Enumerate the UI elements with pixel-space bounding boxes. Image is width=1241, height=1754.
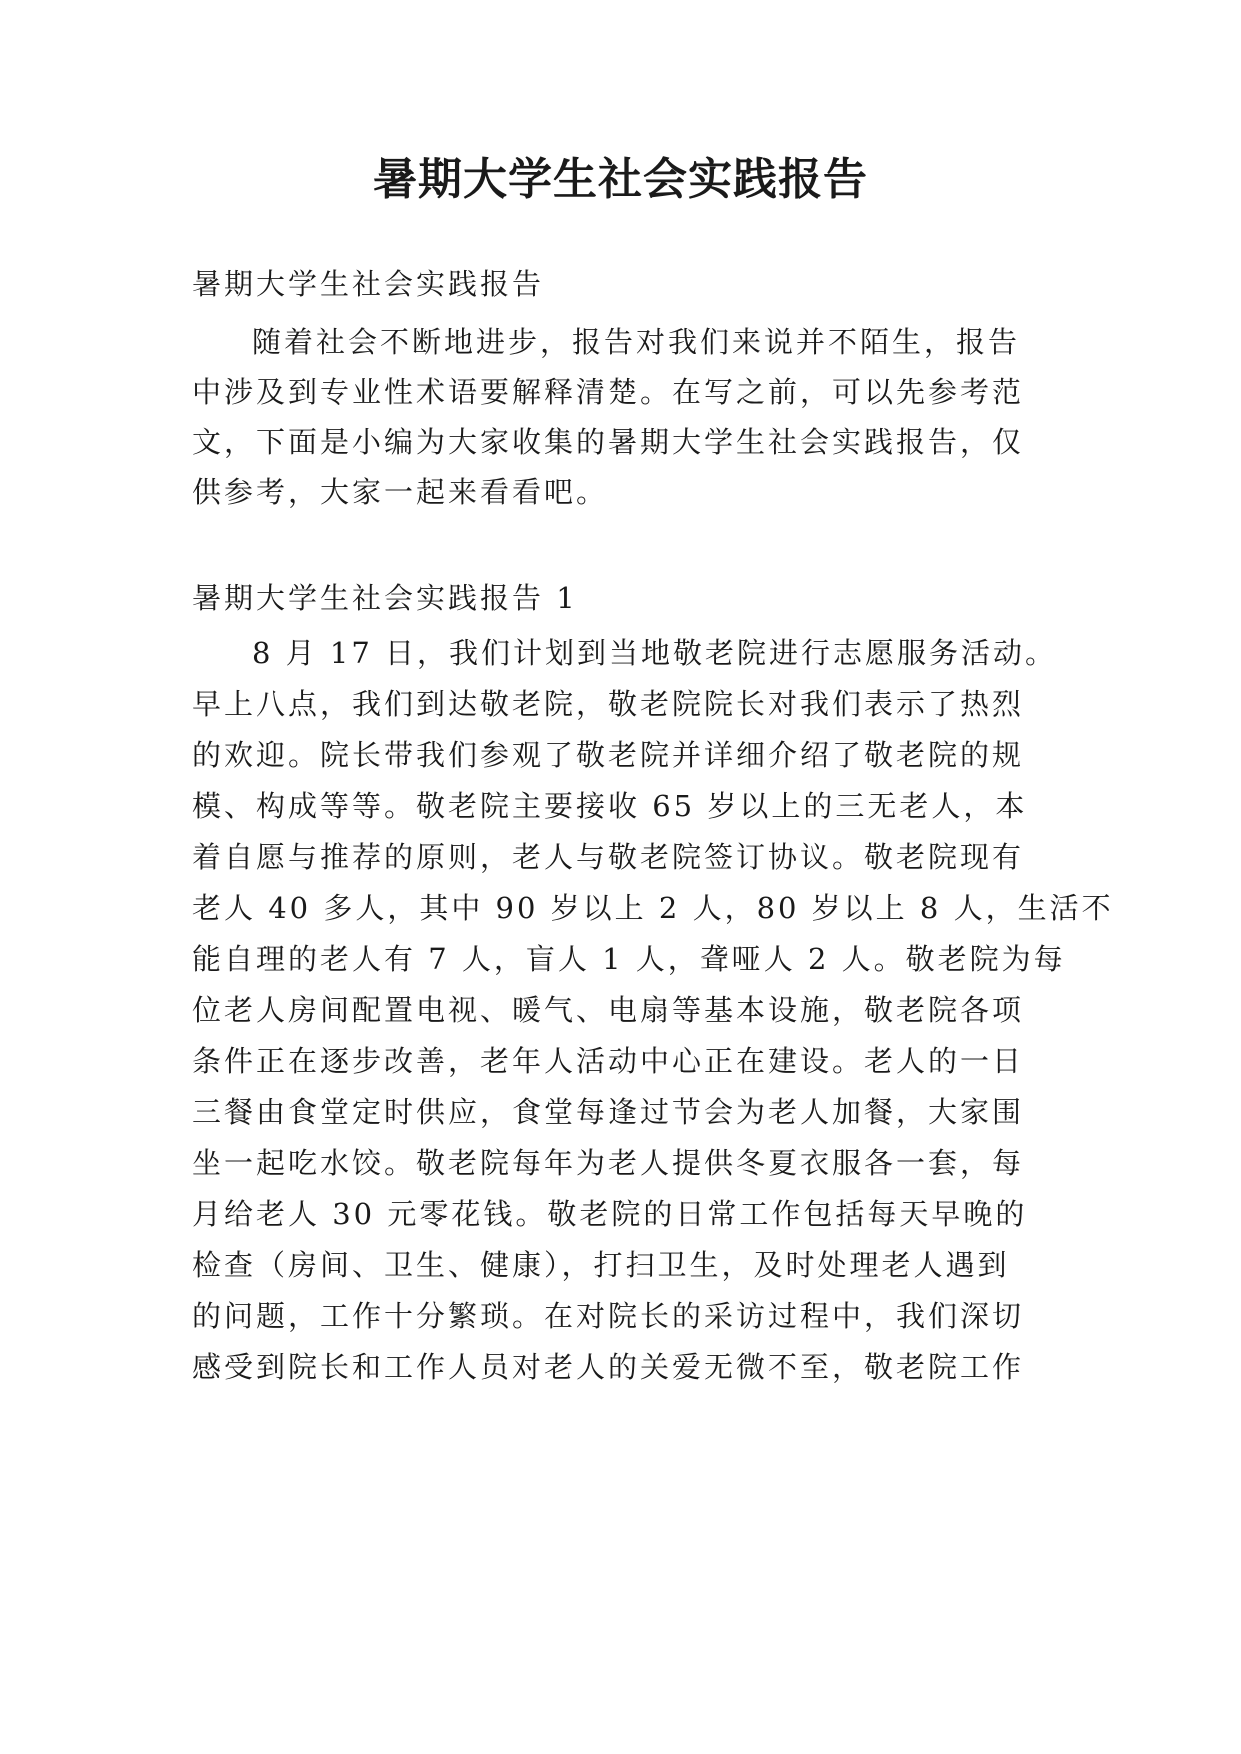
body-paragraph-line: 的问题，工作十分繁琐。在对院长的采访过程中，我们深切 [192,1299,1025,1333]
body-paragraph-line: 早上八点，我们到达敬老院，敬老院院长对我们表示了热烈 [192,687,1025,721]
intro-paragraph-line: 中涉及到专业性术语要解释清楚。在写之前，可以先参考范 [192,375,1025,409]
body-paragraph-line: 的欢迎。院长带我们参观了敬老院并详细介绍了敬老院的规 [192,738,1025,772]
body-paragraph-line: 老人 40 多人，其中 90 岁以上 2 人，80 岁以上 8 人，生活不 [192,891,1114,925]
body-paragraph-line: 能自理的老人有 7 人，盲人 1 人，聋哑人 2 人。敬老院为每 [192,942,1066,976]
intro-paragraph-line: 随着社会不断地进步，报告对我们来说并不陌生，报告 [252,325,1021,359]
body-paragraph-line: 8 月 17 日，我们计划到当地敬老院进行志愿服务活动。 [252,636,1058,670]
body-paragraph-line: 坐一起吃水饺。敬老院每年为老人提供冬夏衣服各一套，每 [192,1146,1025,1180]
intro-heading: 暑期大学生社会实践报告 [192,267,545,301]
body-paragraph-line: 位老人房间配置电视、暖气、电扇等基本设施，敬老院各项 [192,993,1025,1027]
body-paragraph-line: 月给老人 30 元零花钱。敬老院的日常工作包括每天早晚的 [192,1197,1028,1231]
section-heading: 暑期大学生社会实践报告 1 [192,581,578,615]
intro-paragraph-line: 供参考，大家一起来看看吧。 [192,475,609,509]
body-paragraph-line: 模、构成等等。敬老院主要接收 65 岁以上的三无老人，本 [192,789,1028,823]
intro-paragraph-line: 文，下面是小编为大家收集的暑期大学生社会实践报告，仅 [192,425,1025,459]
body-paragraph-line: 检查（房间、卫生、健康），打扫卫生，及时处理老人遇到 [192,1248,1010,1282]
body-paragraph-line: 感受到院长和工作人员对老人的关爱无微不至，敬老院工作 [192,1350,1025,1384]
body-paragraph-line: 着自愿与推荐的原则，老人与敬老院签订协议。敬老院现有 [192,840,1025,874]
body-paragraph-line: 条件正在逐步改善，老年人活动中心正在建设。老人的一日 [192,1044,1025,1078]
body-paragraph-line: 三餐由食堂定时供应，食堂每逢过节会为老人加餐，大家围 [192,1095,1025,1129]
document-title: 暑期大学生社会实践报告 [373,154,868,205]
